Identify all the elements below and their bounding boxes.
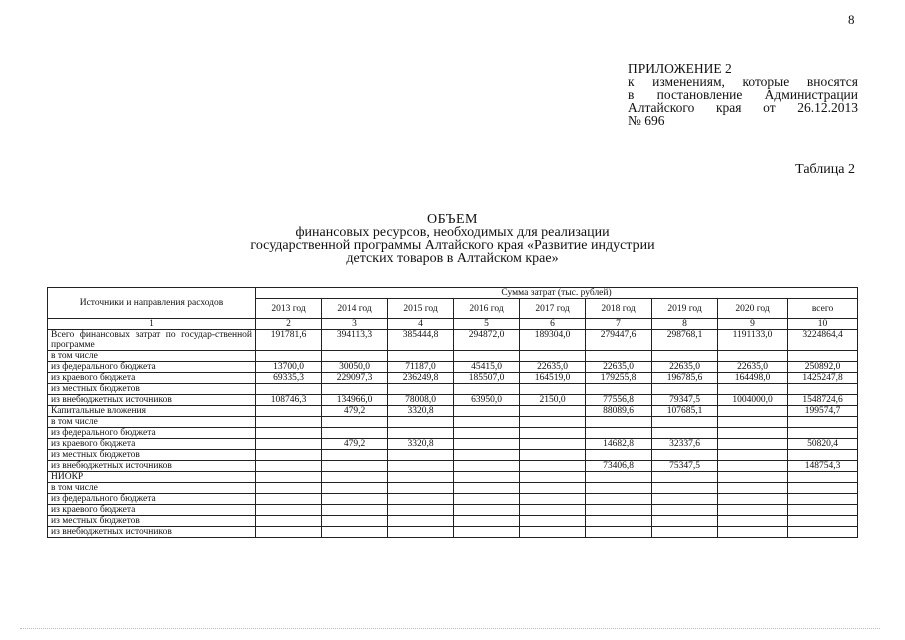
cell-value: 79347,5	[652, 395, 718, 406]
cell-value: 1425247,8	[788, 373, 858, 384]
cell-value	[454, 461, 520, 472]
cell-value	[586, 483, 652, 494]
cell-value	[718, 351, 788, 362]
source-column-header: Источники и направления расходов	[48, 288, 256, 319]
cell-value: 189304,0	[520, 330, 586, 351]
table-row	[48, 527, 858, 538]
heading-line: ОБЪЕМ	[426, 212, 478, 227]
cell-value: 71187,0	[388, 362, 454, 373]
cell-value: 298768,1	[652, 330, 718, 351]
cell-value	[520, 472, 586, 483]
cell-value	[256, 505, 322, 516]
cell-value	[788, 494, 858, 505]
cell-value	[788, 483, 858, 494]
cell-value: 134966,0	[322, 395, 388, 406]
cell-value	[586, 428, 652, 439]
row-label: из внебюджетных источников	[48, 527, 256, 538]
row-label: из внебюджетных источников	[48, 461, 256, 472]
cell-value	[322, 472, 388, 483]
cell-value	[388, 428, 454, 439]
year-header: 2015 год	[388, 299, 454, 319]
cell-value: 148754,3	[788, 461, 858, 472]
cell-value	[718, 516, 788, 527]
cell-value	[788, 384, 858, 395]
cell-value: 69335,3	[256, 373, 322, 384]
cell-value	[256, 417, 322, 428]
cell-value	[256, 384, 322, 395]
appendix-line: к изменениям, которые вносятся	[628, 74, 858, 89]
column-index: 3	[322, 319, 388, 330]
cell-value	[454, 450, 520, 461]
cell-value	[454, 428, 520, 439]
cell-value: 279447,6	[586, 330, 652, 351]
cell-value	[388, 494, 454, 505]
cell-value	[718, 483, 788, 494]
cell-value	[788, 417, 858, 428]
cell-value: 250892,0	[788, 362, 858, 373]
cell-value	[520, 417, 586, 428]
cell-value: 164519,0	[520, 373, 586, 384]
cell-value	[454, 472, 520, 483]
row-label: в том числе	[48, 351, 256, 362]
cell-value	[256, 483, 322, 494]
cell-value: 30050,0	[322, 362, 388, 373]
cell-value	[586, 450, 652, 461]
scan-edge-artifact	[20, 628, 880, 631]
cell-value	[520, 505, 586, 516]
heading-line: детских товаров в Алтайском крае»	[346, 251, 559, 266]
cell-value	[322, 505, 388, 516]
cell-value	[388, 450, 454, 461]
row-label: в том числе	[48, 483, 256, 494]
cell-value: 88089,6	[586, 406, 652, 417]
table-row	[48, 439, 858, 450]
cell-value	[388, 505, 454, 516]
year-header: 2016 год	[454, 299, 520, 319]
row-label: из федерального бюджета	[48, 428, 256, 439]
cell-value	[718, 461, 788, 472]
cell-value	[520, 384, 586, 395]
year-header: 2013 год	[256, 299, 322, 319]
cell-value	[586, 527, 652, 538]
cell-value	[652, 483, 718, 494]
cell-value	[718, 494, 788, 505]
table-row	[48, 472, 858, 483]
row-label: из местных бюджетов	[48, 516, 256, 527]
row-label: Всего финансовых затрат по государ-ственной программе	[48, 330, 256, 351]
heading-line: финансовых ресурсов, необходимых для реализации	[295, 225, 610, 240]
cell-value: 107685,1	[652, 406, 718, 417]
column-index: 9	[718, 319, 788, 330]
cell-value	[256, 516, 322, 527]
cell-value	[718, 450, 788, 461]
table-body	[48, 330, 858, 538]
appendix-line: в постановление Администрации	[628, 87, 858, 102]
cell-value: 1548724,6	[788, 395, 858, 406]
cell-value	[256, 439, 322, 450]
cell-value: 45415,0	[454, 362, 520, 373]
cell-value: 229097,3	[322, 373, 388, 384]
cell-value	[256, 461, 322, 472]
cell-value	[520, 483, 586, 494]
cell-value: 73406,8	[586, 461, 652, 472]
cell-value	[652, 450, 718, 461]
table-row	[48, 373, 858, 384]
cell-value	[652, 505, 718, 516]
cell-value	[454, 384, 520, 395]
cell-value	[520, 351, 586, 362]
cell-value	[256, 428, 322, 439]
cell-value	[322, 483, 388, 494]
cell-value	[788, 351, 858, 362]
table-row	[48, 362, 858, 373]
cell-value	[718, 439, 788, 450]
table-row	[48, 406, 858, 417]
cell-value: 479,2	[322, 439, 388, 450]
cell-value	[388, 516, 454, 527]
cell-value: 63950,0	[454, 395, 520, 406]
cell-value	[652, 428, 718, 439]
cell-value	[718, 428, 788, 439]
cell-value: 22635,0	[586, 362, 652, 373]
cell-value	[718, 527, 788, 538]
page-number: 8	[848, 12, 855, 27]
cell-value	[322, 516, 388, 527]
year-header: 2018 год	[586, 299, 652, 319]
cell-value: 22635,0	[718, 362, 788, 373]
column-index: 10	[788, 319, 858, 330]
cell-value	[388, 417, 454, 428]
column-index: 4	[388, 319, 454, 330]
cell-value	[454, 439, 520, 450]
cell-value	[454, 483, 520, 494]
cell-value	[388, 527, 454, 538]
cell-value: 394113,3	[322, 330, 388, 351]
table-row	[48, 483, 858, 494]
cell-value	[586, 516, 652, 527]
cell-value	[788, 527, 858, 538]
row-label: из федерального бюджета	[48, 494, 256, 505]
cell-value	[652, 527, 718, 538]
cell-value: 196785,6	[652, 373, 718, 384]
cell-value	[322, 384, 388, 395]
appendix-title: ПРИЛОЖЕНИЕ 2	[628, 61, 732, 76]
appendix-line: № 696	[628, 113, 665, 128]
cell-value	[652, 516, 718, 527]
cell-value	[322, 450, 388, 461]
cell-value	[652, 417, 718, 428]
cell-value	[256, 527, 322, 538]
cell-value	[388, 351, 454, 362]
cell-value: 1004000,0	[718, 395, 788, 406]
cell-value	[520, 406, 586, 417]
cell-value	[652, 494, 718, 505]
cell-value	[388, 384, 454, 395]
cell-value	[520, 439, 586, 450]
row-label: из местных бюджетов	[48, 450, 256, 461]
cell-value: 32337,6	[652, 439, 718, 450]
cell-value	[256, 494, 322, 505]
cell-value	[322, 428, 388, 439]
year-header: 2014 год	[322, 299, 388, 319]
cell-value	[788, 450, 858, 461]
cell-value	[256, 351, 322, 362]
cell-value	[718, 505, 788, 516]
cell-value: 2150,0	[520, 395, 586, 406]
cell-value	[322, 494, 388, 505]
cell-value	[718, 384, 788, 395]
table-row	[48, 428, 858, 439]
cell-value: 3320,8	[388, 439, 454, 450]
cell-value	[454, 351, 520, 362]
column-index: 8	[652, 319, 718, 330]
row-label: из местных бюджетов	[48, 384, 256, 395]
cell-value	[586, 472, 652, 483]
table-row	[48, 384, 858, 395]
cell-value	[586, 351, 652, 362]
cell-value: 164498,0	[718, 373, 788, 384]
cell-value: 13700,0	[256, 362, 322, 373]
cell-value	[586, 494, 652, 505]
cell-value	[652, 472, 718, 483]
row-label: в том числе	[48, 417, 256, 428]
cell-value	[718, 417, 788, 428]
table-row	[48, 494, 858, 505]
column-index: 5	[454, 319, 520, 330]
cell-value	[652, 351, 718, 362]
cell-value	[454, 494, 520, 505]
column-index: 1	[48, 319, 256, 330]
cell-value: 22635,0	[520, 362, 586, 373]
index-row	[48, 319, 858, 330]
cell-value	[322, 461, 388, 472]
cell-value	[586, 505, 652, 516]
cell-value	[388, 472, 454, 483]
cell-value: 1191133,0	[718, 330, 788, 351]
year-header: всего	[788, 299, 858, 319]
cell-value	[256, 406, 322, 417]
cell-value: 185507,0	[454, 373, 520, 384]
cell-value	[454, 527, 520, 538]
column-index: 6	[520, 319, 586, 330]
cell-value	[454, 406, 520, 417]
heading-line: государственной программы Алтайского края «Развитие индустрии	[250, 238, 655, 253]
cell-value: 3224864,4	[788, 330, 858, 351]
cell-value	[388, 461, 454, 472]
cell-value	[322, 351, 388, 362]
cell-value: 77556,8	[586, 395, 652, 406]
row-label: из краевого бюджета	[48, 373, 256, 384]
year-header: 2019 год	[652, 299, 718, 319]
row-label: из краевого бюджета	[48, 439, 256, 450]
table-row	[48, 450, 858, 461]
table-label: Таблица 2	[795, 162, 855, 177]
cell-value	[718, 406, 788, 417]
cell-value	[520, 516, 586, 527]
cell-value	[586, 417, 652, 428]
cell-value	[520, 527, 586, 538]
cell-value	[788, 505, 858, 516]
cell-value: 14682,8	[586, 439, 652, 450]
sum-header: Сумма затрат (тыс. рублей)	[256, 288, 858, 299]
cell-value	[256, 450, 322, 461]
row-label: из внебюджетных источников	[48, 395, 256, 406]
cell-value	[652, 384, 718, 395]
document-heading	[150, 213, 755, 265]
finance-table	[47, 287, 858, 538]
cell-value	[788, 516, 858, 527]
column-index: 2	[256, 319, 322, 330]
cell-value	[788, 428, 858, 439]
cell-value: 199574,7	[788, 406, 858, 417]
cell-value	[520, 461, 586, 472]
row-label: из краевого бюджета	[48, 505, 256, 516]
cell-value	[520, 494, 586, 505]
table-row	[48, 395, 858, 406]
cell-value: 191781,6	[256, 330, 322, 351]
cell-value	[586, 384, 652, 395]
table-row	[48, 417, 858, 428]
cell-value: 236249,8	[388, 373, 454, 384]
table-row	[48, 330, 858, 351]
row-label: из федерального бюджета	[48, 362, 256, 373]
table-row	[48, 505, 858, 516]
cell-value: 479,2	[322, 406, 388, 417]
cell-value	[718, 472, 788, 483]
cell-value: 385444,8	[388, 330, 454, 351]
cell-value	[322, 527, 388, 538]
appendix-block	[628, 62, 858, 127]
row-label: НИОКР	[48, 472, 256, 483]
cell-value: 78008,0	[388, 395, 454, 406]
cell-value: 294872,0	[454, 330, 520, 351]
year-header: 2020 год	[718, 299, 788, 319]
row-label: Капитальные вложения	[48, 406, 256, 417]
cell-value: 75347,5	[652, 461, 718, 472]
cell-value: 108746,3	[256, 395, 322, 406]
table-row	[48, 516, 858, 527]
cell-value: 50820,4	[788, 439, 858, 450]
cell-value	[256, 472, 322, 483]
column-index: 7	[586, 319, 652, 330]
cell-value: 179255,8	[586, 373, 652, 384]
cell-value: 22635,0	[652, 362, 718, 373]
cell-value	[454, 505, 520, 516]
cell-value	[788, 472, 858, 483]
table-row	[48, 351, 858, 362]
cell-value	[388, 483, 454, 494]
cell-value: 3320,8	[388, 406, 454, 417]
appendix-line: Алтайского края от 26.12.2013	[628, 100, 858, 115]
cell-value	[454, 516, 520, 527]
cell-value	[520, 428, 586, 439]
table-row	[48, 461, 858, 472]
cell-value	[520, 450, 586, 461]
cell-value	[322, 417, 388, 428]
cell-value	[454, 417, 520, 428]
year-header: 2017 год	[520, 299, 586, 319]
